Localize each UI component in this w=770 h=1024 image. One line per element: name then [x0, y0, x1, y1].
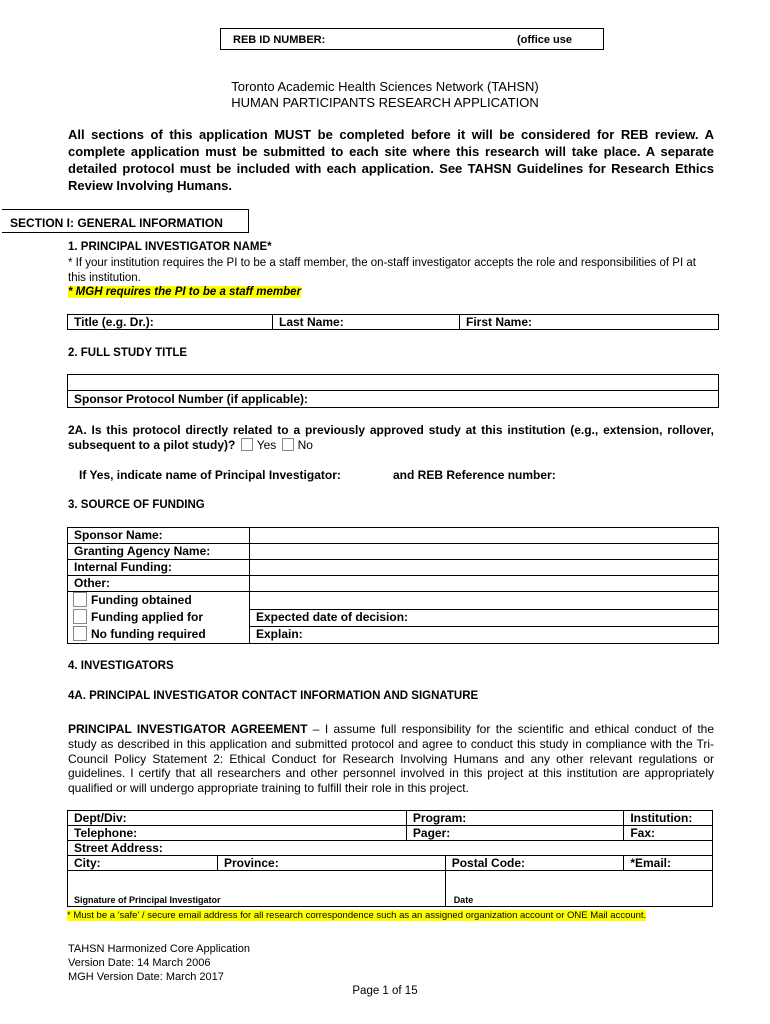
intro-text: All sections of this application MUST be completed before it will be considered for REB review. A complete application must be submitted to each site where this research will take place. A separate detailed protocol must be included with each application. See TAHSN Guidelines for Research Ethics Review Involving Humans.	[68, 127, 714, 193]
funding-status-cell	[68, 592, 250, 644]
funding-applied-label: Funding applied for	[91, 610, 203, 624]
page-number: Page 1 of 15	[352, 985, 418, 997]
reb-id-box	[220, 28, 604, 50]
fax-field[interactable]	[624, 826, 713, 841]
title-field[interactable]	[68, 315, 273, 330]
no-funding-label: No funding required	[91, 627, 206, 641]
if-yes-label: If Yes, indicate name of Principal Investigator:	[79, 468, 341, 482]
first-name-label: First Name:	[466, 315, 533, 329]
pager-label: Pager:	[412, 826, 451, 840]
expected-date-label: Expected date of decision:	[256, 610, 409, 624]
fax-label: Fax:	[630, 826, 656, 840]
other-row	[68, 576, 250, 592]
footer-line-2: Version Date: 14 March 2006	[68, 957, 211, 969]
yes-checkbox[interactable]	[241, 438, 253, 451]
internal-funding-label: Internal Funding:	[74, 560, 172, 574]
email-note-wrap	[67, 910, 646, 921]
office-use-label: (office use	[517, 34, 573, 46]
program-field[interactable]	[406, 811, 623, 826]
funding-obtained-option[interactable]	[68, 592, 249, 609]
institution-field[interactable]	[624, 811, 713, 826]
funding-obtained-checkbox[interactable]	[73, 592, 87, 607]
funding-obtained-label: Funding obtained	[91, 593, 192, 607]
granting-agency-label: Granting Agency Name:	[74, 544, 211, 558]
telephone-field[interactable]	[68, 826, 407, 841]
signature-label: Signature of Principal Investigator	[74, 895, 221, 905]
agreement-title: PRINCIPAL INVESTIGATOR AGREEMENT	[68, 722, 308, 736]
dept-label: Dept/Div:	[74, 811, 127, 825]
funding-applied-option[interactable]	[68, 609, 249, 626]
q2a-wrap	[68, 423, 714, 453]
pi-name-table	[67, 314, 719, 330]
no-checkbox[interactable]	[282, 438, 294, 451]
title-label: Title (e.g. Dr.):	[74, 315, 154, 329]
other-field[interactable]	[250, 576, 719, 592]
agreement-paragraph	[68, 722, 714, 796]
no-funding-checkbox[interactable]	[73, 626, 87, 641]
province-label: Province:	[224, 856, 279, 870]
last-name-field[interactable]	[273, 315, 460, 330]
email-label: *Email:	[630, 856, 672, 870]
pi-note: * If your institution requires the PI to be a staff member, the on-staff investigator accepts the role and responsibilities of PI at this institution.	[68, 257, 696, 284]
study-title-field[interactable]	[68, 375, 719, 391]
footer-line-3: MGH Version Date: March 2017	[68, 971, 224, 983]
other-label: Other:	[74, 576, 110, 590]
investigators-heading: 4. INVESTIGATORS	[68, 660, 174, 672]
q2a-text: 2A. Is this protocol directly related to a previously approved study at this institution (e.g., extension, rollover, subsequent to a pilot study)?	[68, 423, 714, 452]
no-label: No	[297, 438, 313, 452]
expected-date-field[interactable]	[250, 609, 718, 626]
funding-status-details	[250, 592, 719, 644]
telephone-label: Telephone:	[74, 826, 138, 840]
internal-funding-field[interactable]	[250, 560, 719, 576]
sponsor-name-label: Sponsor Name:	[74, 528, 163, 542]
email-field[interactable]	[624, 856, 713, 871]
granting-agency-field[interactable]	[250, 544, 719, 560]
sponsor-protocol-field[interactable]	[68, 391, 719, 408]
internal-funding-row	[68, 560, 250, 576]
application-title: HUMAN PARTICIPANTS RESEARCH APPLICATION	[231, 95, 539, 110]
funding-table	[67, 527, 719, 644]
first-name-field[interactable]	[460, 315, 719, 330]
reb-ref-label: and REB Reference number:	[393, 468, 556, 482]
dept-field[interactable]	[68, 811, 407, 826]
street-address-label: Street Address:	[74, 841, 163, 855]
pi-contact-heading: 4A. PRINCIPAL INVESTIGATOR CONTACT INFORMATION AND SIGNATURE	[68, 690, 479, 702]
funding-status-spacer	[250, 592, 718, 609]
pi-name-heading: 1. PRINCIPAL INVESTIGATOR NAME*	[68, 241, 272, 253]
city-field[interactable]	[68, 856, 218, 871]
section-heading: SECTION I: GENERAL INFORMATION	[2, 209, 249, 233]
explain-field[interactable]	[250, 626, 718, 643]
pager-field[interactable]	[406, 826, 623, 841]
study-title-heading: 2. FULL STUDY TITLE	[68, 347, 188, 359]
mgh-note-wrap	[68, 285, 301, 300]
street-address-field[interactable]	[68, 841, 713, 856]
sponsor-name-row	[68, 528, 250, 544]
email-note: * Must be a 'safe' / secure email address for all research correspondence such as an assigned organization account or ONE Mail account.	[67, 910, 647, 921]
last-name-label: Last Name:	[279, 315, 344, 329]
pi-contact-table	[67, 810, 713, 907]
postal-code-field[interactable]	[445, 856, 624, 871]
funding-heading: 3. SOURCE OF FUNDING	[68, 499, 205, 511]
sponsor-protocol-label: Sponsor Protocol Number (if applicable):	[74, 392, 309, 406]
reb-id-label: REB ID NUMBER:	[233, 34, 326, 46]
city-label: City:	[74, 856, 101, 870]
date-field[interactable]	[445, 871, 712, 907]
yes-label: Yes	[256, 438, 277, 452]
institution-label: Institution:	[630, 811, 693, 825]
program-label: Program:	[412, 811, 467, 825]
province-field[interactable]	[218, 856, 446, 871]
postal-code-label: Postal Code:	[451, 856, 526, 870]
network-title: Toronto Academic Health Sciences Network (TAHSN)	[231, 79, 539, 94]
footer-line-1: TAHSN Harmonized Core Application	[68, 943, 250, 955]
funding-applied-checkbox[interactable]	[73, 609, 87, 624]
mgh-note: * MGH requires the PI to be a staff member	[68, 286, 302, 298]
date-label: Date	[453, 895, 474, 905]
study-title-table	[67, 374, 719, 408]
no-funding-option[interactable]	[68, 626, 249, 643]
sponsor-name-field[interactable]	[250, 528, 719, 544]
granting-agency-row	[68, 544, 250, 560]
signature-field[interactable]	[68, 871, 446, 907]
explain-label: Explain:	[256, 627, 303, 641]
agreement-text: – I assume full responsibility for the scientific and ethical conduct of the study as described in this application and submitted protocol and agree to conduct this study in compliance with the Tri-Council Policy Statement 2: Ethical Conduct for Research Involving Humans and any other relevant regulations or guidelines. I certify that all researchers and other personnel involved in this project at this institution are appropriately qualified or will undergo appropriate training to fulfill their role in this project.	[68, 722, 714, 796]
